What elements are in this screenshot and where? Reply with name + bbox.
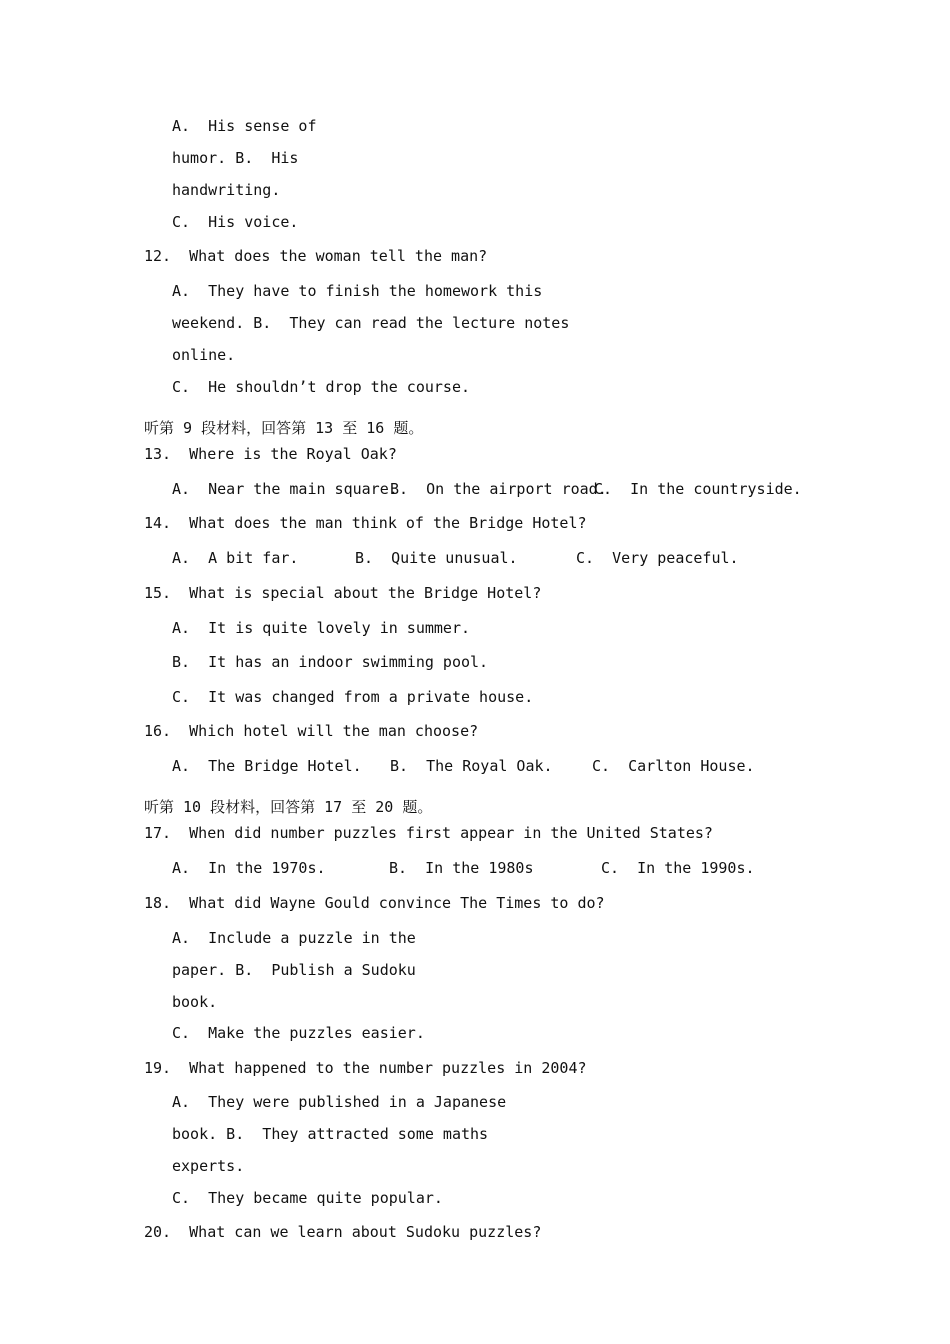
question-15: 15. What is special about the Bridge Hotel? bbox=[144, 584, 542, 602]
option-line: book. bbox=[172, 993, 218, 1011]
option-c: C. Very peaceful. bbox=[576, 549, 739, 567]
option-line: C. Make the puzzles easier. bbox=[172, 1024, 425, 1042]
option-line: handwriting. bbox=[172, 181, 281, 199]
option-line: A. His sense of bbox=[172, 117, 317, 135]
question-20: 20. What can we learn about Sudoku puzzles? bbox=[144, 1223, 542, 1241]
option-b: B. The Royal Oak. bbox=[390, 757, 553, 775]
option-a: A. In the 1970s. bbox=[172, 859, 326, 877]
section-heading-10: 听第 10 段材料，回答第 17 至 20 题。 bbox=[144, 798, 433, 816]
option-line: humor. B. His bbox=[172, 149, 299, 167]
option-a: A. A bit far. bbox=[172, 549, 299, 567]
option-line: experts. bbox=[172, 1157, 245, 1175]
option-b: B. On the airport road. bbox=[390, 480, 607, 498]
option-line: C. His voice. bbox=[172, 213, 299, 231]
option-line: A. It is quite lovely in summer. bbox=[172, 619, 471, 637]
option-c: C. Carlton House. bbox=[592, 757, 755, 775]
option-line: C. He shouldn’t drop the course. bbox=[172, 378, 471, 396]
question-13: 13. Where is the Royal Oak? bbox=[144, 445, 397, 463]
option-line: C. It was changed from a private house. bbox=[172, 688, 534, 706]
question-16: 16. Which hotel will the man choose? bbox=[144, 722, 479, 740]
option-line: weekend. B. They can read the lecture notes bbox=[172, 314, 570, 332]
question-17: 17. When did number puzzles first appear in the United States? bbox=[144, 824, 713, 842]
question-14: 14. What does the man think of the Bridge Hotel? bbox=[144, 514, 587, 532]
option-a: A. The Bridge Hotel. bbox=[172, 757, 362, 775]
option-line: A. They were published in a Japanese bbox=[172, 1093, 507, 1111]
question-12: 12. What does the woman tell the man? bbox=[144, 247, 488, 265]
option-line: A. They have to finish the homework this bbox=[172, 282, 543, 300]
option-line: online. bbox=[172, 346, 236, 364]
option-line: paper. B. Publish a Sudoku bbox=[172, 961, 416, 979]
option-a: A. Near the main square. bbox=[172, 480, 398, 498]
option-b: B. Quite unusual. bbox=[355, 549, 518, 567]
question-18: 18. What did Wayne Gould convince The Times to do? bbox=[144, 894, 605, 912]
option-line: A. Include a puzzle in the bbox=[172, 929, 416, 947]
option-c: C. In the countryside. bbox=[594, 480, 802, 498]
option-line: book. B. They attracted some maths bbox=[172, 1125, 489, 1143]
option-b: B. In the 1980s bbox=[389, 859, 534, 877]
option-c: C. In the 1990s. bbox=[601, 859, 755, 877]
option-line: C. They became quite popular. bbox=[172, 1189, 443, 1207]
option-line: B. It has an indoor swimming pool. bbox=[172, 653, 489, 671]
section-heading-9: 听第 9 段材料，回答第 13 至 16 题。 bbox=[144, 419, 424, 437]
question-19: 19. What happened to the number puzzles in 2004? bbox=[144, 1059, 587, 1077]
